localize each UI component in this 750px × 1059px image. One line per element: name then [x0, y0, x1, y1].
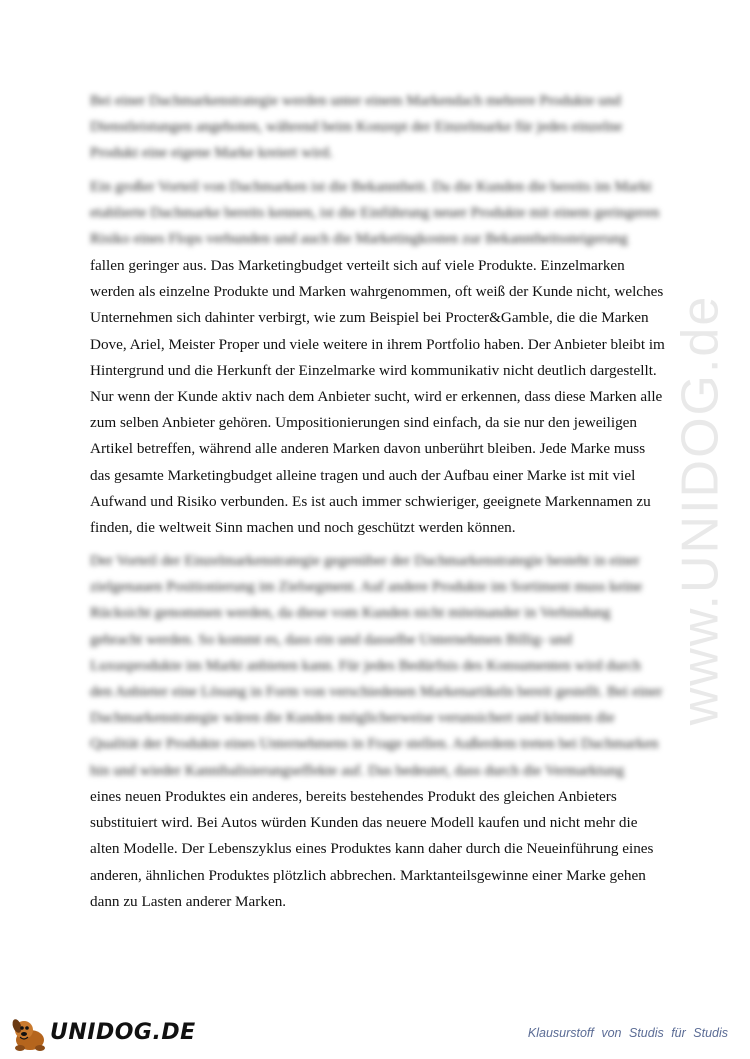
- paragraph-2-blurred: Ein großer Vorteil von Dachmarken ist die Bekanntheit. Da die Kunden die bereits im Markt etablierte Dachmarke bereits kennen, ist die Einführung neuer Produkte mit einem geringeren Risiko eines Flops verbunden und auch die Marketingkosten zur Bekanntheitssteigerung: [90, 178, 660, 248]
- logo-wordmark: UNIDOG.DE: [50, 1020, 196, 1045]
- footer-logo: [10, 1016, 196, 1052]
- paragraph-2-visible: fallen geringer aus. Das Marketingbudget verteilt sich auf viele Produkte. Einzelmarken werden als einzelne Produkte und Marken wahrgenommen, oft weiß der Kunde nicht, welches Unternehmen sich dahinter verbirgt, wie zum Beispiel bei Procter&Gamble, die die Marken Dove, Ariel, Meister Proper und viele weitere in ihrem Portfolio haben. Der Anbieter bleibt im Hintergrund und die Herkunft der Einzelmarke wird kommunikativ nicht deutlich dargestellt. Nur wenn der Kunde aktiv nach dem Anbieter sucht, wird er erkennen, dass diese Marken alle zum selben Anbieter gehören. Umpositionierungen sind einfach, da sie nur den jeweiligen Artikel betreffen, während alle anderen Marken davon unberührt bleiben. Jede Marke muss das gesamte Marketingbudget alleine tragen und auch der Aufbau einer Marke ist mit viel Aufwand und Risiko verbunden. Es ist auch immer schwieriger, geeignete Markennamen zu finden, die weltweit Sinn machen und noch geschützt werden können.: [90, 257, 665, 537]
- watermark: [640, 280, 750, 740]
- paragraph-1-blurred: Bei einer Dachmarkenstrategie werden unter einem Markendach mehrere Produkte und Dienstleistungen angeboten, während beim Konzept der Einzelmarke für jedes einzelne Produkt eine eigene Marke kreiert wird.: [90, 92, 623, 162]
- footer-tagline: Klausurstoff von Studis für Studis: [527, 1026, 728, 1040]
- paragraph-3-visible: eines neuen Produktes ein anderes, bereits bestehendes Produkt des gleichen Anbieters substituiert wird. Bei Autos würden Kunden das neuere Modell kaufen und nicht mehr die alten Modelle. Der Lebenszyklus eines Produktes kann daher durch die Neueinführung eines anderen, ähnlichen Produktes plötzlich abbrechen. Marktanteilsgewinne einer Marke gehen dann zu Lasten anderer Marken.: [90, 788, 654, 910]
- watermark-text: www.UNIDOG.de: [671, 294, 729, 726]
- dog-mascot-icon: [10, 1016, 50, 1052]
- paragraph-3-blurred: Der Vorteil der Einzelmarkenstrategie gegenüber der Dachmarkenstrategie besteht in einer zielgenauen Positionierung im Zielsegment. Auf andere Produkte im Sortiment muss keine Rücksicht genommen werden, da diese vom Kunden nicht miteinander in Verbindung gebracht werden. So kommt es, dass ein und dasselbe Unternehmen Billig- und Luxusprodukte im Markt anbieten kann. Für jedes Bedürfnis des Konsumenten wird durch den Anbieter eine Lösung in Form von verschiedenen Markenartikeln bereit gestellt. Bei einer Dachmarkenstrategie wären die Kunden möglicherweise verunsichert und könnten die Qualität der Produkte eines Unternehmens in Frage stellen. Außerdem treten bei Dachmarken hin und wieder Kannibalisierungseffekte auf. Das bedeutet, dass durch die Vermarktung: [90, 552, 663, 779]
